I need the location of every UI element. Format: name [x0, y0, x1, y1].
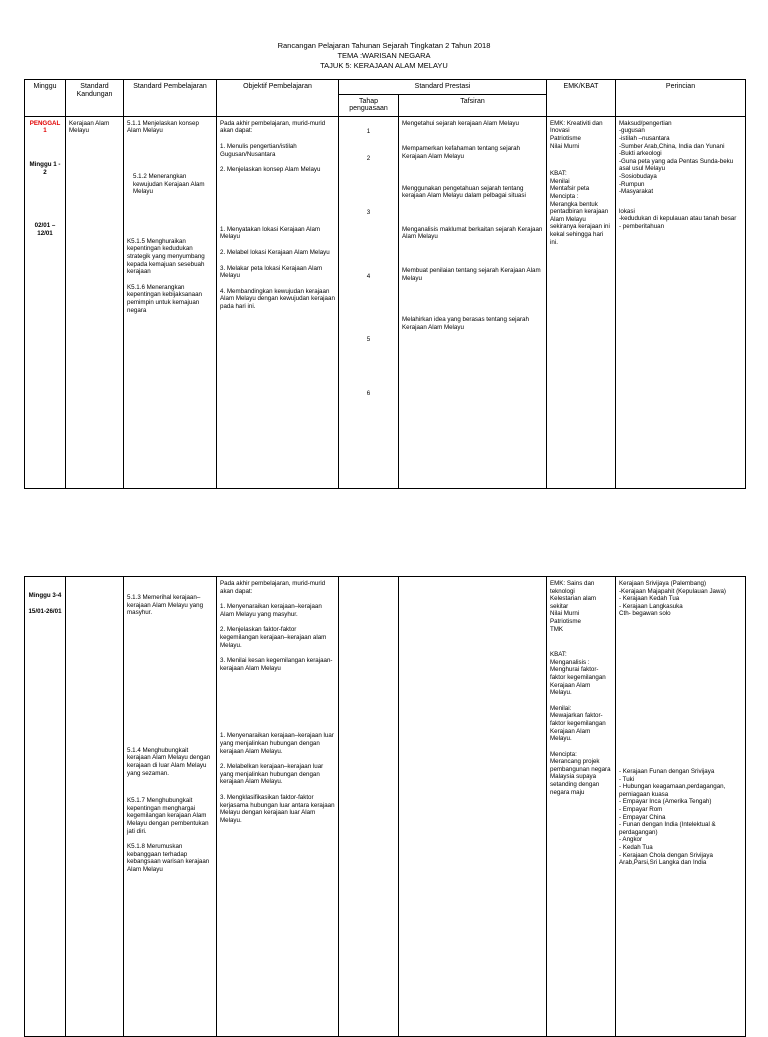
- topic-title: TAJUK 5: KERAJAAN ALAM MELAYU: [320, 61, 448, 70]
- col-standard-pembelajaran: Standard Pembelajaran: [124, 80, 217, 117]
- week-label: Minggu 3-4: [28, 592, 62, 599]
- col-objektif: Objektif Pembelajaran: [217, 80, 339, 117]
- objektif-cell: Pada akhir pembelajaran, murid-murid akan dapat: 1. Menulis pengertian/istilah Gugusan/Nusantara 2. Menjelaskan konsep Alam Melayu 1. Menyatakan lokasi Kerajaan Alam Melayu 2. Melabel lokasi Kerajaan Alam Melayu 3. Melakar peta lokasi Kerajaan Alam Melayu 4. Membandingkan kewujudan kerajaan Alam Melayu dengan kewujudan kerajaan pada hari ini.: [217, 116, 339, 488]
- lesson-plan-table-week-1-2: [24, 79, 746, 489]
- standard-kandungan-cell: Kerajaan Alam Melayu: [66, 116, 124, 488]
- date-range: 02/01 – 12/01: [34, 222, 56, 237]
- col-minggu: Minggu: [25, 80, 66, 117]
- document-header: [0, 41, 768, 71]
- emk-kbat-cell: EMK: Sains dan teknologi Kelestarian alam sekitar Nilai Murni Patriotisme TMK KBAT: Menganalisis : Menghurai faktor-faktor kegemilangan Kerajaan Alam Melayu. Menilai: Mewajarkan faktor-faktor kegemilangan Kerajaan Alam Melayu. Mencipta: Merancang projek pembangunan negara Malaysia supaya setanding dengan negara maju: [547, 577, 616, 1037]
- col-perincian: Perincian: [616, 80, 746, 117]
- tahap-cell: [339, 577, 399, 1037]
- standard-kandungan-cell: [66, 577, 124, 1037]
- col-tahap: Tahap penguasaan: [339, 94, 399, 116]
- emk-kbat-cell: EMK: Kreativiti dan Inovasi Patriotisme Nilai Murni KBAT: Menilai Mentafsir peta Mencipta : Merangka bentuk pentadbiran kerajaan Alam Melayu sekiranya kerajaan ini kekal sehingga hari ini.: [547, 116, 616, 488]
- date-range: 15/01-26/01: [28, 607, 62, 615]
- tafsiran-cell: [399, 577, 547, 1037]
- penggal-label: PENGGAL 1: [29, 119, 61, 135]
- tafsiran-cell: Mengetahui sejarah kerajaan Alam Melayu Mempamerkan kefahaman tentang sejarah Kerajaan Alam Melayu Menggunakan pengetahuan sejarah tentang kerajaan Alam Melayu dalam pelbagai situasi Menganalisis maklumat berkaitan sejarah Kerajaan Alam Melayu Membuat penilaian tentang sejarah Kerajaan Alam Melayu Melahirkan idea yang berasas tentang sejarah Kerajaan Alam Melayu: [399, 116, 547, 488]
- col-emk-kbat: EMK/KBAT: [547, 80, 616, 117]
- lesson-plan-table-week-3-4: [24, 576, 746, 1037]
- perincian-cell: Kerajaan Srivijaya (Palembang) -Kerajaan Majapahit (Kepulauan Jawa) - Kerajaan Kedah Tua - Kerajaan Langkasuka Cth- begawan solo - Kerajaan Funan dengan Srivijaya - Tuki - Hubungan keagamaan,perdagangan, perniagaan kuasa - Empayar Inca (Amerika Tengah) - Empayar Rom - Empayar China - Funan dengan India (Intelektual & perdagangan) - Angkor - Kedah Tua - Kerajaan Chola dengan Srivijaya Arab,Parsi,Sri Langka dan India: [616, 577, 746, 1037]
- perincian-cell: Maksud/pengertian -gugusan -istilah –nusantara -Sumber Arab,China, India dan Yunani -Bukti arkeologi -Guna peta yang ada Pentas Sunda-beku asal usul Melayu -Sosiobudaya -Rumpun -Masyarakat lokasi -kedudukan di kepulauan atau tanah besar - pemberitahuan: [616, 116, 746, 488]
- col-standard-prestasi: Standard Prestasi: [339, 80, 547, 95]
- standard-pembelajaran-cell: 5.1.1 Menjelaskan konsep Alam Melayu 5.1.2 Menerangkan kewujudan Kerajaan Alam Melayu K5.1.5 Menghuraikan kepentingan kedudukan strategik yang menyumbang kepada kemajuan sesebuah kerajaan K5.1.6 Menerangkan kepentingan kebijaksanaan pemimpin untuk kemajuan negara: [124, 116, 217, 488]
- week-cell: [25, 577, 66, 1037]
- week-label: Minggu 1 - 2: [29, 160, 61, 176]
- table-row: [25, 116, 746, 488]
- week-cell: [25, 116, 66, 488]
- col-tafsiran: Tafsiran: [399, 94, 547, 116]
- table-header-row: [25, 80, 746, 95]
- theme-title: TEMA :WARISAN NEGARA: [337, 51, 431, 60]
- tahap-cell: 1 2 3 4 5 6: [339, 116, 399, 488]
- plan-title: Rancangan Pelajaran Tahunan Sejarah Tingkatan 2 Tahun 2018: [277, 41, 491, 50]
- objektif-cell: Pada akhir pembelajaran, murid-murid akan dapat: 1. Menyenaraikan kerajaan–kerajaan Alam Melayu yang masyhur. 2. Menjelaskan faktor-faktor kegemilangan kerajaan–kerajaan alam Melayu. 3. Menilai kesan kegemilangan kerajaan-kerajaan Alam Melayu 1. Menyenaraikan kerajaan–kerajaan luar yang menjalinkan hubungan dengan kerajaan Alam Melayu. 2. Melabelkan kerajaan–kerajaan luar yang menjalinkan hubungan dengan kerajaan Alam Melayu. 3. Mengklasifikasikan faktor-faktor kerjasama hubungan luar antara kerajaan Melayu dengan kerajaan luar Alam Melayu.: [217, 577, 339, 1037]
- standard-pembelajaran-cell: 5.1.3 Memerihal kerajaan–kerajaan Alam Melayu yang masyhur. 5.1.4 Menghubungkait kerajaan Alam Melayu dengan kerajaan di luar Alam Melayu yang sezaman. K5.1.7 Menghubungkait kepentingan menghargai kegemilangan kerajaan Alam Melayu dengan pembentukan jati diri. K5.1.8 Merumuskan kebanggaan terhadap kebangsaan warisan kerajaan Alam Melayu: [124, 577, 217, 1037]
- col-standard-kandungan: Standard Kandungan: [66, 80, 124, 117]
- table-row: [25, 577, 746, 1037]
